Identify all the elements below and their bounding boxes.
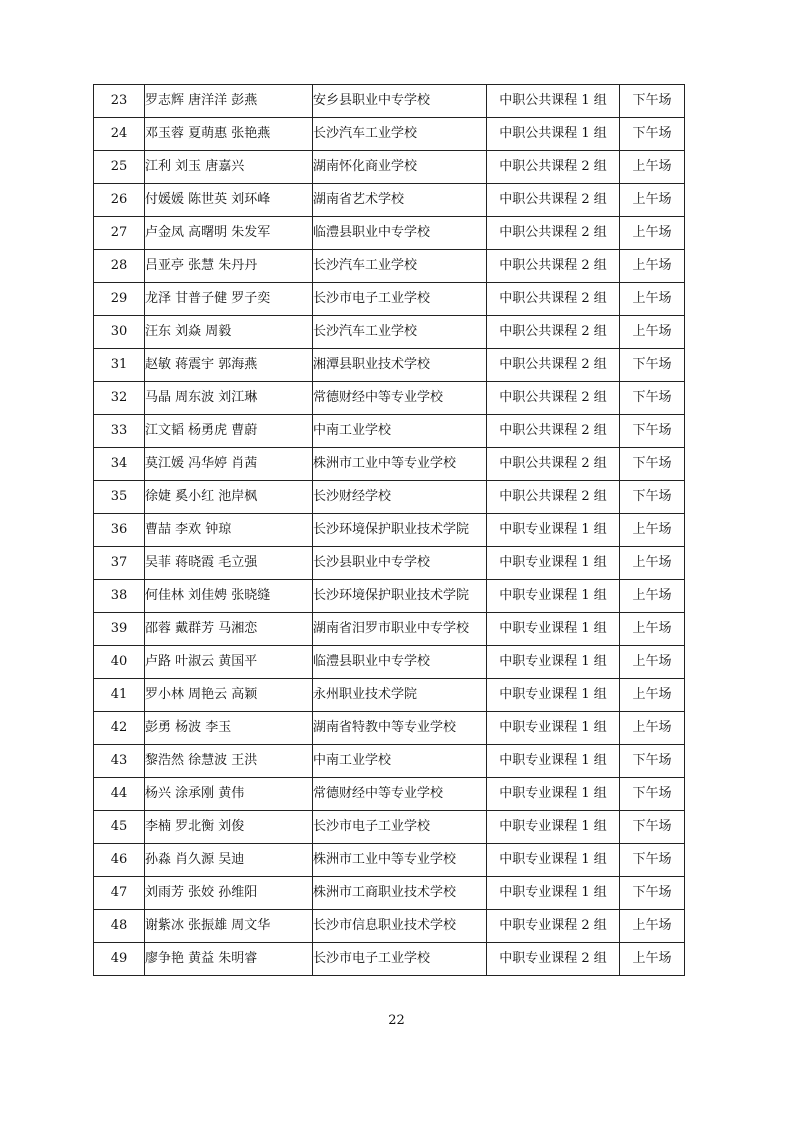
school-name: 长沙财经学校 [313,481,487,514]
session: 上午场 [620,283,685,316]
row-number: 35 [94,481,145,514]
school-name: 长沙市电子工业学校 [313,283,487,316]
school-name: 湖南省汨罗市职业中专学校 [313,613,487,646]
row-number: 25 [94,151,145,184]
school-name: 长沙汽车工业学校 [313,250,487,283]
table-row [94,85,685,118]
session: 上午场 [620,184,685,217]
course-group: 中职专业课程 1 组 [487,679,620,712]
row-number: 38 [94,580,145,613]
table-row [94,910,685,943]
course-group: 中职专业课程 1 组 [487,646,620,679]
school-name: 临澧县职业中专学校 [313,217,487,250]
session: 下午场 [620,877,685,910]
session: 上午场 [620,712,685,745]
school-name: 中南工业学校 [313,415,487,448]
school-name: 株洲市工商职业技术学校 [313,877,487,910]
row-number: 32 [94,382,145,415]
row-number: 49 [94,943,145,976]
school-name: 湖南省特教中等专业学校 [313,712,487,745]
team-members: 廖争艳 黄益 朱明睿 [145,943,313,976]
team-members: 黎浩然 徐慧波 王洪 [145,745,313,778]
school-name: 株洲市工业中等专业学校 [313,448,487,481]
course-group: 中职公共课程 2 组 [487,349,620,382]
session: 上午场 [620,250,685,283]
school-name: 常德财经中等专业学校 [313,778,487,811]
course-group: 中职专业课程 1 组 [487,778,620,811]
team-members: 汪东 刘焱 周毅 [145,316,313,349]
table-row [94,118,685,151]
course-group: 中职公共课程 1 组 [487,85,620,118]
team-members: 曹喆 李欢 钟琼 [145,514,313,547]
course-group: 中职公共课程 2 组 [487,151,620,184]
session: 下午场 [620,778,685,811]
school-name: 长沙环境保护职业技术学院 [313,580,487,613]
course-group: 中职专业课程 2 组 [487,943,620,976]
course-group: 中职专业课程 2 组 [487,910,620,943]
team-members: 罗小林 周艳云 高颖 [145,679,313,712]
school-name: 株洲市工业中等专业学校 [313,844,487,877]
school-name: 中南工业学校 [313,745,487,778]
row-number: 33 [94,415,145,448]
session: 下午场 [620,382,685,415]
team-members: 罗志辉 唐洋洋 彭燕 [145,85,313,118]
row-number: 48 [94,910,145,943]
session: 下午场 [620,85,685,118]
roster-body [94,85,685,976]
row-number: 41 [94,679,145,712]
team-members: 付媛媛 陈世英 刘环峰 [145,184,313,217]
course-group: 中职专业课程 1 组 [487,877,620,910]
team-members: 徐婕 奚小红 池岸枫 [145,481,313,514]
course-group: 中职专业课程 1 组 [487,811,620,844]
team-members: 李楠 罗北衡 刘俊 [145,811,313,844]
table-row [94,844,685,877]
session: 上午场 [620,316,685,349]
row-number: 34 [94,448,145,481]
row-number: 47 [94,877,145,910]
course-group: 中职公共课程 2 组 [487,316,620,349]
course-group: 中职公共课程 2 组 [487,481,620,514]
row-number: 23 [94,85,145,118]
team-members: 龙泽 甘普子健 罗子奕 [145,283,313,316]
team-members: 赵敏 蒋震宇 郭海燕 [145,349,313,382]
team-members: 彭勇 杨波 李玉 [145,712,313,745]
row-number: 37 [94,547,145,580]
session: 上午场 [620,646,685,679]
team-members: 邵蓉 戴群芳 马湘恋 [145,613,313,646]
row-number: 29 [94,283,145,316]
table-row [94,745,685,778]
session: 上午场 [620,679,685,712]
row-number: 45 [94,811,145,844]
course-group: 中职专业课程 1 组 [487,580,620,613]
session: 上午场 [620,943,685,976]
table-row [94,151,685,184]
team-members: 吴菲 蒋晓霞 毛立强 [145,547,313,580]
session: 下午场 [620,448,685,481]
row-number: 31 [94,349,145,382]
table-row [94,712,685,745]
session: 下午场 [620,811,685,844]
team-members: 谢紫冰 张振雄 周文华 [145,910,313,943]
school-name: 永州职业技术学院 [313,679,487,712]
table-row [94,415,685,448]
table-row [94,613,685,646]
team-members: 刘雨芳 张姣 孙维阳 [145,877,313,910]
team-members: 卢金凤 高曙明 朱发军 [145,217,313,250]
course-group: 中职公共课程 2 组 [487,283,620,316]
team-members: 江文韬 杨勇虎 曹蔚 [145,415,313,448]
session: 下午场 [620,844,685,877]
table-row [94,184,685,217]
session: 上午场 [620,217,685,250]
session: 下午场 [620,118,685,151]
team-members: 江利 刘玉 唐嘉兴 [145,151,313,184]
table-row [94,316,685,349]
table-row [94,943,685,976]
course-group: 中职公共课程 2 组 [487,250,620,283]
team-members: 孙淼 肖久源 吴迪 [145,844,313,877]
school-name: 长沙市电子工业学校 [313,811,487,844]
school-name: 长沙汽车工业学校 [313,118,487,151]
table-row [94,778,685,811]
table-row [94,877,685,910]
course-group: 中职公共课程 2 组 [487,448,620,481]
row-number: 36 [94,514,145,547]
row-number: 24 [94,118,145,151]
course-group: 中职公共课程 1 组 [487,118,620,151]
school-name: 长沙县职业中专学校 [313,547,487,580]
course-group: 中职公共课程 2 组 [487,382,620,415]
table-row [94,349,685,382]
table-row [94,646,685,679]
course-group: 中职专业课程 1 组 [487,745,620,778]
school-name: 长沙市电子工业学校 [313,943,487,976]
table-row [94,547,685,580]
session: 上午场 [620,910,685,943]
row-number: 42 [94,712,145,745]
session: 下午场 [620,349,685,382]
session: 上午场 [620,613,685,646]
page-number: 22 [388,1013,405,1028]
course-group: 中职专业课程 1 组 [487,613,620,646]
row-number: 39 [94,613,145,646]
school-name: 湘潭县职业技术学校 [313,349,487,382]
session: 下午场 [620,745,685,778]
course-group: 中职专业课程 1 组 [487,547,620,580]
session: 上午场 [620,514,685,547]
session: 下午场 [620,481,685,514]
school-name: 长沙汽车工业学校 [313,316,487,349]
row-number: 26 [94,184,145,217]
row-number: 40 [94,646,145,679]
team-members: 吕亚亭 张慧 朱丹丹 [145,250,313,283]
course-group: 中职专业课程 1 组 [487,514,620,547]
row-number: 43 [94,745,145,778]
row-number: 44 [94,778,145,811]
row-number: 27 [94,217,145,250]
table-row [94,382,685,415]
course-group: 中职公共课程 2 组 [487,184,620,217]
team-members: 邓玉蓉 夏萌惠 张艳燕 [145,118,313,151]
school-name: 湖南省艺术学校 [313,184,487,217]
table-row [94,811,685,844]
team-members: 卢路 叶淑云 黄国平 [145,646,313,679]
row-number: 30 [94,316,145,349]
table-row [94,580,685,613]
course-group: 中职公共课程 2 组 [487,217,620,250]
session: 上午场 [620,151,685,184]
school-name: 安乡县职业中专学校 [313,85,487,118]
team-members: 何佳林 刘佳娉 张晓缝 [145,580,313,613]
course-group: 中职专业课程 1 组 [487,844,620,877]
table-row [94,481,685,514]
team-members: 杨兴 涂承刚 黄伟 [145,778,313,811]
session: 上午场 [620,547,685,580]
table-row [94,448,685,481]
session: 上午场 [620,580,685,613]
table-row [94,217,685,250]
school-name: 临澧县职业中专学校 [313,646,487,679]
school-name: 湖南怀化商业学校 [313,151,487,184]
table-row [94,283,685,316]
school-name: 长沙环境保护职业技术学院 [313,514,487,547]
team-members: 莫江媛 冯华婷 肖茜 [145,448,313,481]
course-group: 中职专业课程 1 组 [487,712,620,745]
row-number: 46 [94,844,145,877]
school-name: 长沙市信息职业技术学校 [313,910,487,943]
table-row [94,679,685,712]
session: 下午场 [620,415,685,448]
table-row [94,250,685,283]
roster-table [93,84,685,976]
row-number: 28 [94,250,145,283]
table-row [94,514,685,547]
course-group: 中职公共课程 2 组 [487,415,620,448]
team-members: 马晶 周东波 刘江琳 [145,382,313,415]
school-name: 常德财经中等专业学校 [313,382,487,415]
